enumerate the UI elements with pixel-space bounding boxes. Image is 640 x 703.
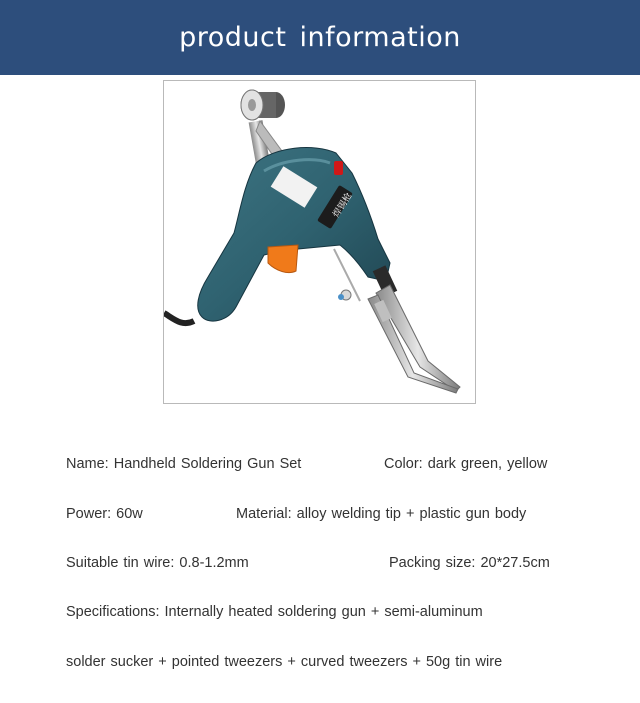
product-photo bbox=[163, 80, 476, 404]
soldering-tip bbox=[368, 265, 460, 393]
spec-tin-wire: Suitable tin wire: 0.8-1.2mm bbox=[66, 555, 249, 571]
power-cable bbox=[164, 313, 194, 323]
page-title: product information bbox=[179, 22, 461, 53]
spec-packing: Packing size: 20*27.5cm bbox=[389, 555, 550, 571]
power-switch bbox=[334, 161, 343, 175]
trigger bbox=[268, 245, 298, 273]
spec-name: Name: Handheld Soldering Gun Set bbox=[66, 456, 302, 472]
spec-specifications-line-2: solder sucker + pointed tweezers + curved tweezers + 50g tin wire bbox=[66, 654, 503, 670]
header-banner bbox=[0, 0, 640, 75]
model-label-text: 焊锡枪 bbox=[331, 191, 355, 220]
spec-color: Color: dark green, yellow bbox=[384, 456, 548, 472]
spec-power: Power: 60w bbox=[66, 506, 143, 522]
soldering-gun-illustration bbox=[164, 81, 475, 403]
spec-specifications-line-1: Specifications: Internally heated soldering gun + semi-aluminum bbox=[66, 604, 483, 620]
spec-material: Material: alloy welding tip + plastic gun body bbox=[236, 506, 527, 522]
